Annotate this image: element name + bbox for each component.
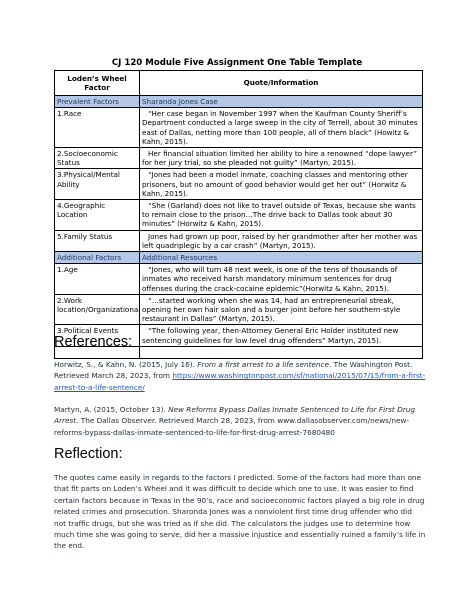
quote-cell — [140, 346, 423, 358]
reference-2-rest: . The Dallas Observer. Retrieved March 28, 2023, from www.dallasobserver.com/news/new-reforms-bypass-dallas-inmate-sentenced-to-life-for-first-drug-arrest-7680480 — [54, 416, 410, 437]
reference-1-authors: Horwitz, S., & Kahn, N. (2015, July 16). — [54, 360, 198, 369]
table-row — [55, 230, 423, 251]
quote-cell: “Jones, who will turn 48 next week, is one of the tens of thousands of inmates who received harsh mandatory minimum sentences for drug offenses during the crack-cocaine epidemic”(Horwitz & Kahn, 2015). — [140, 264, 423, 295]
factor-cell: 2.Work location/Organizational — [55, 294, 140, 325]
factor-cell: Prevalent Factors — [55, 96, 140, 108]
reference-2 — [54, 404, 426, 438]
table-row — [55, 264, 423, 295]
reflection-text: The quotes came easily in regards to the factors I predicted. Some of the factors had more than one that fit parts on Loden’s Wheel and it was difficult to decide which one to use. It was easier to find certain factors because in Texas in the 90’s, race and socioeconomic factors played a big role in drug related crimes and prosecution. Sharonda Jones was a nonviolent first time drug offender who did not traffic drugs, but she was tried as if she did. The calculators the judges use to determine how much time she was going to serve, did her a massive injustice and essentially ruined a family’s life in the end. — [54, 473, 426, 551]
factor-cell: 3.Physical/Mental Ability — [55, 169, 140, 200]
factor-cell: Additional Factors — [55, 252, 140, 264]
header-factor: Loden’s Wheel Factor — [55, 71, 140, 96]
reference-2-authors: Martyn, A. (2015, October 13). — [54, 405, 169, 414]
table-section-row — [55, 252, 423, 264]
reflection-heading: Reflection: — [54, 446, 123, 462]
factor-cell: 1.Race — [55, 108, 140, 148]
table-row — [55, 294, 423, 325]
factor-cell: 1.Age — [55, 264, 140, 295]
quote-cell: Additional Resources — [140, 252, 423, 264]
reference-1-rest: . The Washington Post. Retrieved March 28, 2023, from — [54, 360, 413, 381]
header-quote: Quote/Information — [140, 71, 423, 96]
quote-cell: “Jones had been a model inmate, coaching classes and mentoring other prisoners, but no amount of good behavior would get her out” (Horwitz & Kahn, 2015). — [140, 169, 423, 200]
quote-cell: Jones had grown up poor, raised by her grandmother after her mother was left quadriplegic by a car crash” (Martyn, 2015). — [140, 230, 423, 251]
table-header-row — [55, 71, 423, 96]
quote-cell: Sharanda Jones Case — [140, 96, 423, 108]
quote-cell: “The following year, then-Attorney General Eric Holder instituted new sentencing guidelines for low level drug offenders” Martyn, 2015). — [140, 325, 423, 346]
reference-1-title: From a first arrest to a life sentence — [197, 360, 330, 369]
factor-cell: 2.Socioeconomic Status — [55, 148, 140, 169]
loden-wheel-table — [54, 70, 423, 359]
table-section-row — [55, 96, 423, 108]
quote-cell: Her financial situation limited her ability to hire a renowned “dope lawyer” for her jury trial, so she pleaded not guilty” (Martyn, 2015). — [140, 148, 423, 169]
table-row — [55, 200, 423, 231]
reference-1-link[interactable]: https://www.washingtonpost.com/sf/national/2015/07/15/from-a-first-arrest-to-a-life-sentence/ — [54, 371, 426, 392]
document-title: CJ 120 Module Five Assignment One Table Template — [111, 58, 363, 68]
factor-cell: 3.Political Events — [55, 325, 140, 346]
table-row — [55, 148, 423, 169]
reference-1 — [54, 359, 426, 393]
table-row — [55, 108, 423, 148]
factor-cell: 5.Family Status — [55, 230, 140, 251]
quote-cell: “She (Garland) does not like to travel outside of Texas, because she wants to remain close to the prison…The drive back to Dallas took about 30 minutes” (Horwitz & Kahn, 2015). — [140, 200, 423, 231]
factor-cell: 4.Geographic Location — [55, 200, 140, 231]
quote-cell: “Her case began in November 1997 when the Kaufman County Sheriff’s Department conducted a large sweep in the city of Terrell, about 30 minutes east of Dallas, netting more than 100 people, all of them black” (Howitz & Kahn, 2015). — [140, 108, 423, 148]
reference-2-title: New Reforms Bypass Dallas Inmate Sentenced to Life for First Drug Arrest — [54, 405, 415, 426]
table-row — [55, 169, 423, 200]
table-body — [55, 96, 423, 359]
references-heading: References: — [54, 334, 133, 350]
quote-cell: “…started working when she was 14, had an entrepreneurial streak, opening her own hair salon and a burger joint before her southern-style restaurant in Dallas” (Martyn, 2015). — [140, 294, 423, 325]
